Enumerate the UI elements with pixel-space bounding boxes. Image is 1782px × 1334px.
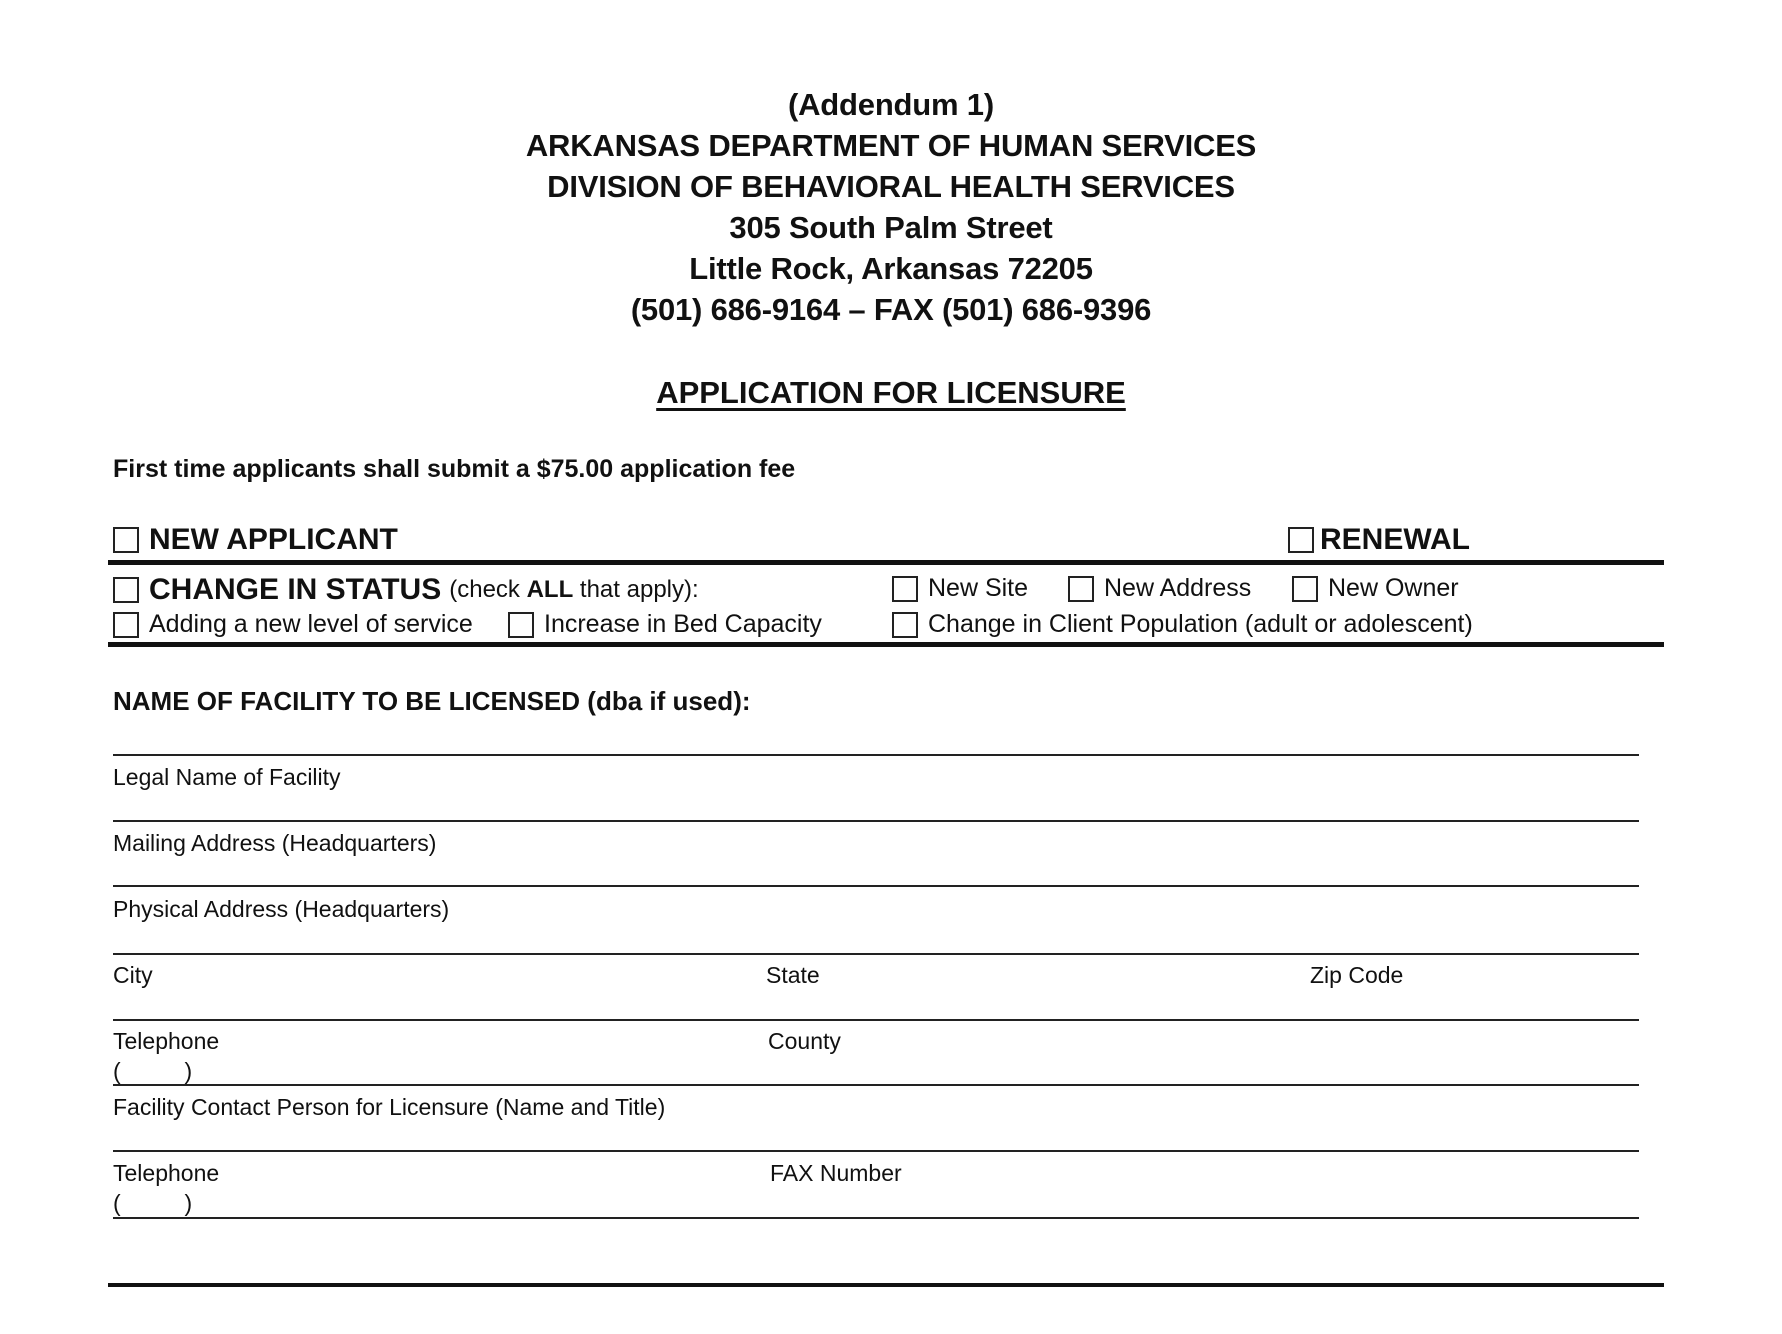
facility-section-title: NAME OF FACILITY TO BE LICENSED (dba if used): (113, 686, 751, 716)
new-owner-option (1292, 574, 1459, 603)
new-site-label: New Site (928, 574, 1029, 602)
street-address: 305 South Palm Street (729, 210, 1053, 245)
adding-level-checkbox[interactable] (113, 612, 139, 638)
physical-address-line[interactable] (113, 885, 1639, 887)
new-address-checkbox[interactable] (1068, 576, 1094, 602)
adding-level-label: Adding a new level of service (149, 610, 473, 638)
change-population-checkbox[interactable] (892, 612, 918, 638)
adding-level-option (113, 610, 473, 639)
addendum-label: (Addendum 1) (788, 87, 994, 122)
check-note-pre: (check (449, 576, 527, 603)
city-state-zip-line[interactable] (113, 953, 1639, 955)
change-in-status-option (113, 573, 699, 607)
state-label: State (766, 962, 820, 988)
new-owner-label: New Owner (1328, 574, 1459, 602)
change-in-status-label: CHANGE IN STATUS (149, 573, 442, 606)
telephone2-label: Telephone (113, 1160, 220, 1186)
increase-bed-option (508, 610, 822, 639)
check-note-post: that apply): (573, 576, 699, 603)
department-name: ARKANSAS DEPARTMENT OF HUMAN SERVICES (525, 128, 1257, 163)
division-name: DIVISION OF BEHAVIORAL HEALTH SERVICES (547, 169, 1235, 204)
city-state-zip: Little Rock, Arkansas 72205 (689, 251, 1093, 286)
mailing-address-label: Mailing Address (Headquarters) (113, 830, 437, 856)
check-note-all: ALL (526, 576, 574, 603)
mailing-address-line[interactable] (113, 820, 1639, 822)
telephone-county-line[interactable] (113, 1019, 1639, 1021)
fee-note: First time applicants shall submit a $75.00 application fee (113, 455, 796, 483)
divider-top (108, 560, 1664, 565)
new-site-checkbox[interactable] (892, 576, 918, 602)
increase-bed-checkbox[interactable] (508, 612, 534, 638)
contact-person-label: Facility Contact Person for Licensure (Name and Title) (113, 1094, 666, 1120)
increase-bed-label: Increase in Bed Capacity (544, 610, 822, 638)
physical-address-label: Physical Address (Headquarters) (113, 896, 450, 922)
contact-person-line[interactable] (113, 1084, 1639, 1086)
renewal-option (1288, 523, 1470, 557)
telephone-label: Telephone (113, 1028, 220, 1054)
renewal-label: RENEWAL (1320, 523, 1470, 556)
form-title: APPLICATION FOR LICENSURE (656, 375, 1126, 410)
county-label: County (768, 1028, 841, 1054)
new-applicant-label: NEW APPLICANT (149, 523, 398, 556)
fax-number-line[interactable] (113, 1217, 1639, 1219)
change-in-status-checkbox[interactable] (113, 577, 139, 603)
telephone2-area-code: ( ) (113, 1190, 193, 1216)
telephone-area-code: ( ) (113, 1058, 193, 1084)
new-address-label: New Address (1104, 574, 1252, 602)
phone-fax-line: (501) 686-9164 – FAX (501) 686-9396 (630, 292, 1152, 327)
divider-bottom (108, 642, 1664, 647)
new-owner-checkbox[interactable] (1292, 576, 1318, 602)
new-site-option (892, 574, 1028, 603)
legal-name-line[interactable] (113, 754, 1639, 756)
new-applicant-option (113, 523, 398, 557)
fax-number-label: FAX Number (770, 1160, 902, 1186)
check-all-note (449, 576, 698, 604)
renewal-checkbox[interactable] (1288, 527, 1314, 553)
form-bottom-rule (108, 1283, 1664, 1287)
new-applicant-checkbox[interactable] (113, 527, 139, 553)
change-population-option (892, 610, 1473, 639)
legal-name-label: Legal Name of Facility (113, 764, 341, 790)
telephone-fax-line[interactable] (113, 1150, 1639, 1152)
agency-header (0, 84, 1782, 330)
new-address-option (1068, 574, 1251, 603)
city-label: City (113, 962, 153, 988)
change-population-label: Change in Client Population (adult or adolescent) (928, 610, 1473, 638)
zip-label: Zip Code (1310, 962, 1404, 988)
